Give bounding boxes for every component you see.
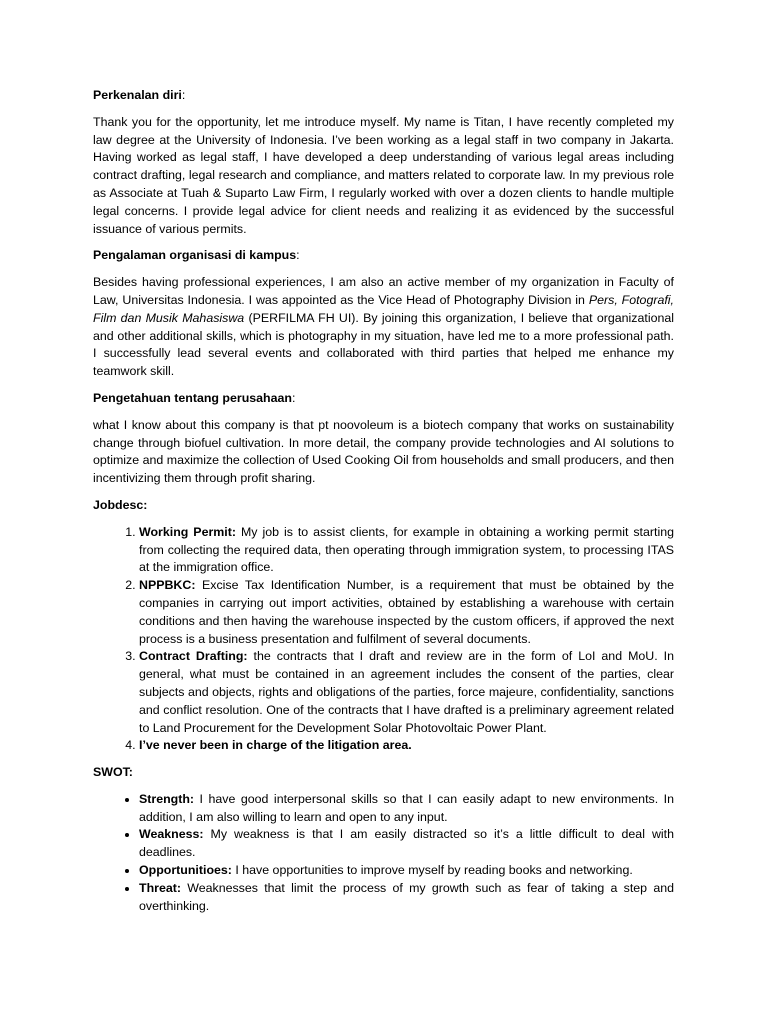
list-item: [139, 826, 674, 862]
item-text: I have good interpersonal skills so that I can easily adapt to new environments. In addition, I am also willing to learn and open to any input.: [139, 791, 674, 824]
organization-heading: Pengalaman organisasi di kampus:: [93, 248, 300, 263]
document-body: [93, 87, 674, 924]
list-item: [139, 524, 674, 577]
item-title: I’ve never been in charge of the litigation area.: [139, 738, 412, 753]
swot-list: [93, 791, 674, 916]
item-text: My weakness is that I am easily distracted so it’s a little difficult to deal with deadlines.: [139, 827, 674, 860]
heading-colon: :: [181, 88, 186, 102]
list-item: [139, 880, 674, 916]
jobdesc-heading: Jobdesc:: [93, 497, 148, 512]
item-text: the contracts that I draft and review are in the form of LoI and MoU. In general, what must be contained in an agreement includes the consent of the parties, clear subjects and objects, rights and obligations of the parties, force majeure, confidentiality, sanctions and conflict resolution. One of the contracts that I have drafted is a preliminary agreement related to Land Procurement for the Development Solar Photovoltaic Power Plant.: [139, 649, 674, 735]
item-title: Opportunitioes:: [139, 863, 232, 878]
item-title: Contract Drafting:: [139, 649, 248, 664]
swot-heading: SWOT:: [93, 765, 133, 780]
company-paragraph: what I know about this company is that pt noovoleum is a biotech company that works on sustainability change through biofuel cultivation. In more detail, the company provide technologies and AI solutions to optimize and maximize the collection of Used Cooking Oil from households and small producers, and then incentivizing them through profit sharing.: [93, 417, 674, 486]
item-text: Weaknesses that limit the process of my growth such as fear of taking a step and overthinking.: [139, 880, 674, 913]
organization-name-italic: Pers, Fotografi, Film dan Musik Mahasiswa: [93, 292, 674, 325]
item-text: I have opportunities to improve myself by reading books and networking.: [231, 863, 633, 878]
item-title: Threat:: [139, 880, 181, 895]
item-text: My job is to assist clients, for example in obtaining a working permit starting from collecting the required data, then operating through immigration system, to processing ITAS at the immigration office.: [139, 524, 674, 575]
intro-paragraph: Thank you for the opportunity, let me introduce myself. My name is Titan, I have recently completed my law degree at the University of Indonesia. I’ve been working as a legal staff in two company in Jakarta. Having worked as legal staff, I have developed a deep understanding of various legal areas including contract drafting, legal research and compliance, and matters related to corporate law. In my previous role as Associate at Tuah & Suparto Law Firm, I regularly worked with over a dozen clients to handle multiple legal concerns. I provide legal advice for client needs and realizing it as evidenced by the successful issuance of various permits.: [93, 114, 674, 236]
company-heading: Pengetahuan tentang perusahaan:: [93, 390, 296, 405]
jobdesc-list: [93, 524, 674, 755]
item-title: Working Permit:: [139, 524, 236, 539]
list-item: [139, 862, 674, 880]
intro-heading: Perkenalan diri:: [93, 88, 186, 102]
list-item: [139, 648, 674, 737]
heading-colon: :: [296, 248, 300, 263]
list-item: [139, 737, 674, 755]
item-title: Weakness:: [139, 827, 204, 842]
list-item: [139, 577, 674, 648]
item-title: NPPBKC:: [139, 578, 196, 593]
item-title: Strength:: [139, 791, 195, 806]
organization-paragraph: Besides having professional experiences, I am also an active member of my organization in Faculty of Law, Universitas Indonesia. I was appointed as the Vice Head of Photography Division in Pers, Fotografi, Film dan Musik Mahasiswa (PERFILMA FH UI). By joining this organization, I believe that organizational and other additional skills, which is photography in my situation, have led me to a more professional path. I successfully lead several events and collaborated with third parties that helped me enhance my teamwork skill.: [93, 275, 675, 379]
heading-colon: :: [291, 390, 296, 405]
list-item: [139, 791, 674, 827]
item-text: Excise Tax Identification Number, is a requirement that must be obtained by the companies in carrying out import activities, obtained by establishing a warehouse with certain conditions and then having the warehouse inspected by the custom officers, if approved the next process is a business presentation and fulfilment of several documents.: [139, 578, 674, 646]
